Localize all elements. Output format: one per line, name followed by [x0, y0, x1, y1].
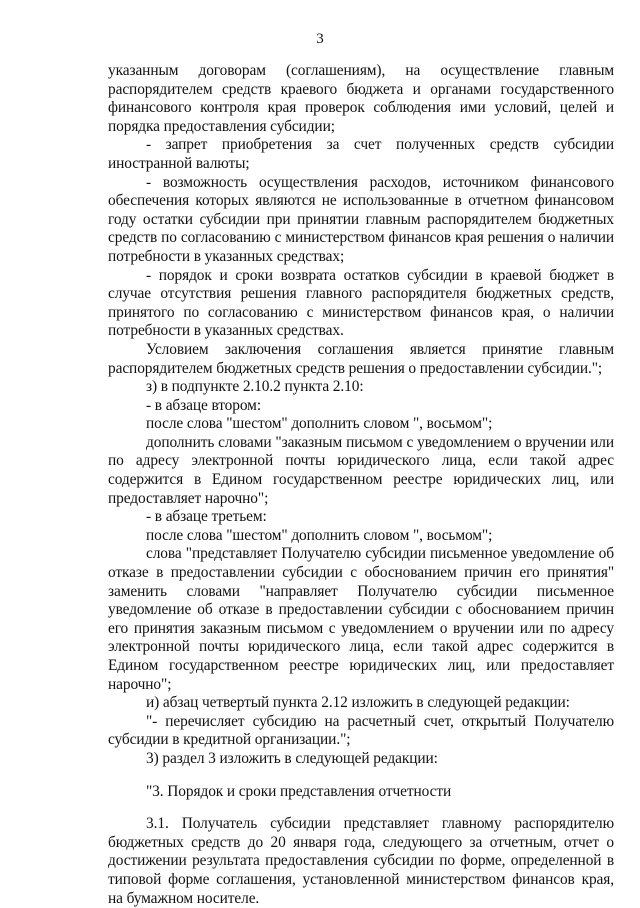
paragraph-second-indent: - в абзаце втором: — [146, 396, 261, 414]
paragraph-agreement-condition: Условием заключения соглашения является принятие главным распорядителем бюджетных средств решения о предоставлении субсидии."; — [108, 340, 614, 377]
paragraph-subclause-i: и) абзац четвертый пункта 2.12 изложить в следующей редакции: — [146, 694, 570, 712]
paragraph-3-1: 3.1. Получатель субсидии представляет главному распорядителю бюджетных средств до 20 января года, следующего за отчетным, отчет о достижении результата предоставления субсидии по форме, определенной в типовой форме соглашения, установленной министерством финансов края, на бумажном носителе. — [108, 815, 614, 907]
paragraph-subclause-z: з) в подпункте 2.10.2 пункта 2.10: — [146, 378, 364, 396]
paragraph-after-word-1: после слова "шестом" дополнить словом ", восьмом"; — [146, 415, 493, 433]
paragraph-replace-words: слова "представляет Получателю субсидии письменное уведомление об отказе в предоставлении субсидии с обоснованием причин его принятия" заменить словами "направляет Получателю субсидии письменное уведомление об отказе в предоставлении субсидии с обоснованием причин его принятия заказным письмом с уведомлением о вручении или по адресу электронной почты юридического лица, если такой адрес содержится в Едином государственном реестре юридических лиц, или предоставляет нарочно"; — [108, 545, 614, 693]
paragraph-after-word-2: после слова "шестом" дополнить словом ", восьмом"; — [146, 526, 493, 544]
document-body — [108, 62, 614, 908]
paragraph-return-order: - порядок и сроки возврата остатков субсидии в краевой бюджет в случае отсутствия решения главного распорядителя бюджетных средств, принятого по согласованию с министерством финансов края, о наличии потребности в указанных средствах. — [108, 266, 614, 340]
paragraph-continuation: указанным договорам (соглашениям), на осуществление главным распорядителем средств краевого бюджета и органами государственного финансового контроля края проверок соблюдения ими условий, целей и порядка предоставления субсидии; — [108, 62, 614, 135]
paragraph-currency-ban: - запрет приобретения за счет полученных средств субсидии иностранной валюты; — [108, 136, 614, 172]
page-number: 3 — [316, 31, 324, 47]
paragraph-section-3: 3) раздел 3 изложить в следующей редакции: — [146, 749, 438, 767]
paragraph-transfer-subsidy: "- перечисляет субсидию на расчетный счет, открытый Получателю субсидии в кредитной организации."; — [108, 712, 614, 749]
paragraph-add-words: дополнить словами "заказным письмом с уведомлением о вручении или по адресу электронной почты юридического лица, если такой адрес содержится в Едином государственном реестре юридических лиц, или предоставляет нарочно"; — [108, 433, 614, 507]
section-heading: "3. Порядок и сроки представления отчетности — [146, 782, 452, 800]
paragraph-expenses-possibility: - возможность осуществления расходов, источником финансового обеспечения которых являются не использованные в отчетном финансовом году остатки субсидии при принятии главным распорядителем бюджетных средств по согласованию с министерством финансов края решения о наличии потребности в указанных средствах; — [108, 173, 614, 265]
paragraph-third-indent: - в абзаце третьем: — [146, 508, 267, 526]
